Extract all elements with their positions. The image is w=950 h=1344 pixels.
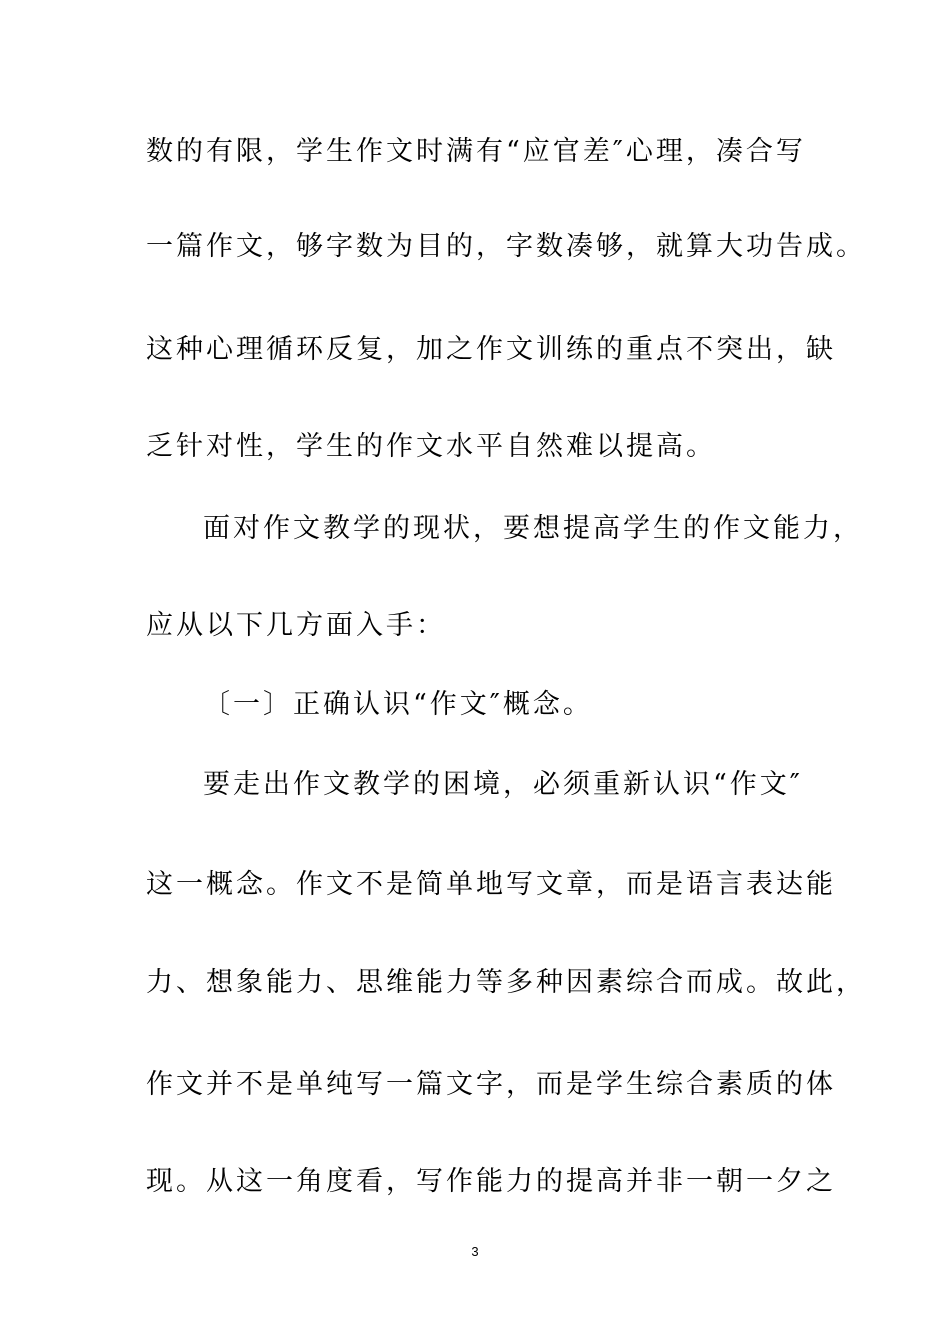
section-heading: 〔一〕正确认识“作文″概念。 [203,689,593,720]
page-number: 3 [471,1244,479,1259]
text-line: 数的有限，学生作文时满有“应官差″心理，凑合写 [146,136,806,167]
paragraph-start-line: 要走出作文教学的困境，必须重新认识“作文″ [203,769,803,800]
text-line: 作文并不是单纯写一篇文字，而是学生综合素质的体 [146,1069,836,1100]
text-line: 这一概念。作文不是简单地写文章，而是语言表达能 [146,869,836,900]
text-line: 力、想象能力、思维能力等多种因素综合而成。故此， [146,967,866,998]
text-line: 乏针对性，学生的作文水平自然难以提高。 [146,431,716,462]
text-line: 现。从这一角度看，写作能力的提高并非一朝一夕之 [146,1166,836,1197]
paragraph-start-line: 面对作文教学的现状，要想提高学生的作文能力， [203,513,863,544]
text-line: 这种心理循环反复，加之作文训练的重点不突出，缺 [146,334,836,365]
text-line: 应从以下几方面入手： [146,610,446,641]
text-line: 一篇作文，够字数为目的，字数凑够，就算大功告成。 [146,231,866,262]
